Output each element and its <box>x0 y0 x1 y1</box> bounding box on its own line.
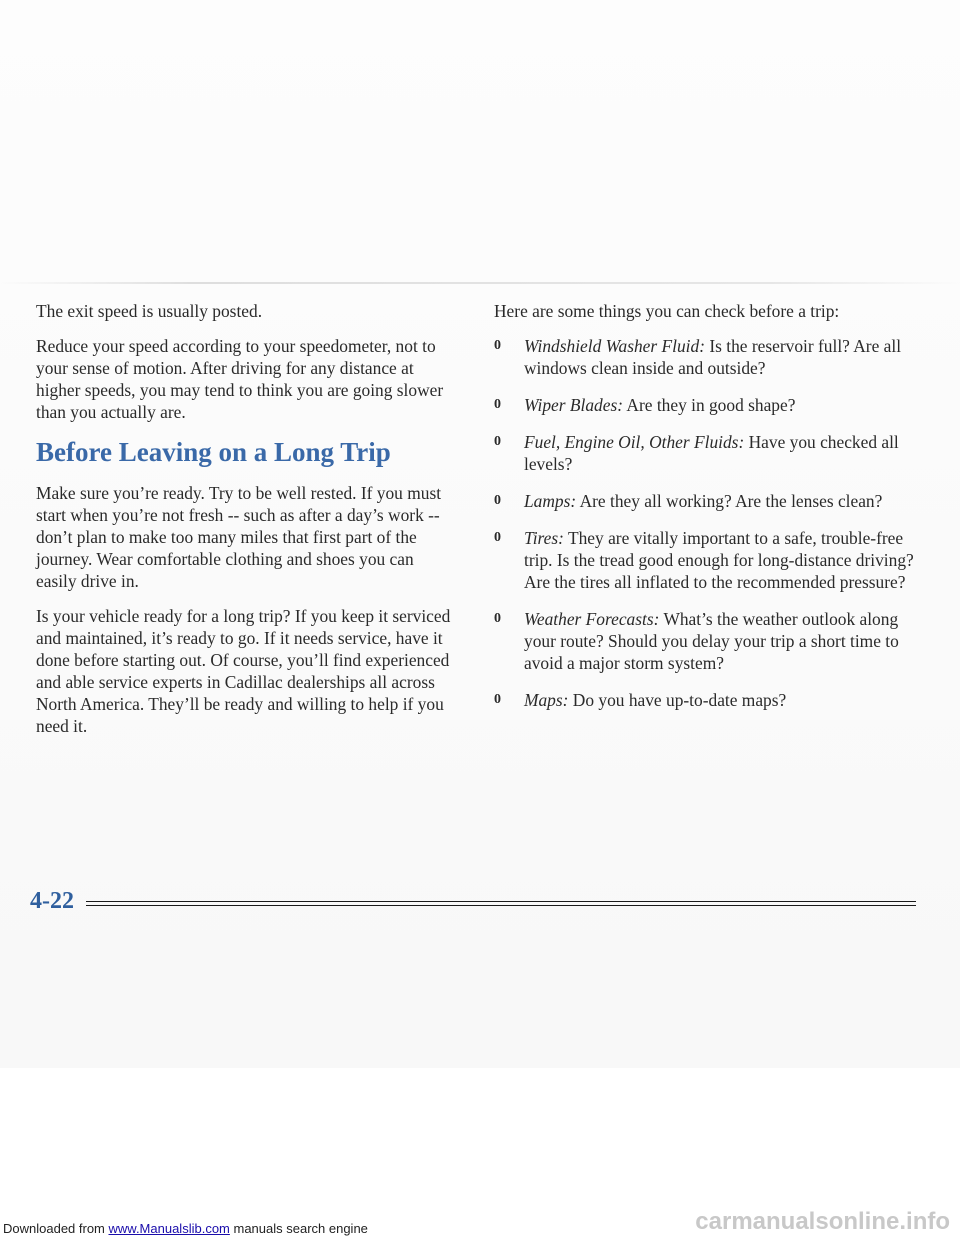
section-heading: Before Leaving on a Long Trip <box>36 437 391 467</box>
checklist-item <box>494 689 918 711</box>
item-text: Do you have up-to-date maps? <box>568 690 787 710</box>
checklist-item <box>494 608 918 674</box>
item-text: Is the reservoir full? Are all windows clean inside and outside? <box>524 336 902 378</box>
item-text: Are they in good shape? <box>623 395 796 415</box>
item-term: Tires: <box>524 528 564 548</box>
checklist-item <box>494 431 918 475</box>
footer-prefix: Downloaded from <box>3 1221 109 1236</box>
item-text: They are vitally important to a safe, trouble-free trip. Is the tread good enough for long-distance driving? Are the tires all inflated to the recommended pressure? <box>524 528 914 592</box>
bullet-icon: 0 <box>494 611 501 626</box>
bullet-icon: 0 <box>494 530 501 545</box>
footer-rule <box>86 905 916 906</box>
bullet-icon: 0 <box>494 493 501 508</box>
item-text: Are they all working? Are the lenses clean? <box>576 491 883 511</box>
page-number: 4-22 <box>30 888 74 914</box>
item-term: Lamps: <box>524 491 577 511</box>
item-term: Fuel, Engine Oil, Other Fluids: <box>524 432 745 452</box>
item-term: Windshield Washer Fluid: <box>524 336 705 356</box>
scan-edge-line <box>0 282 960 284</box>
footer-suffix: manuals search engine <box>229 1221 368 1236</box>
bullet-icon: 0 <box>494 434 501 449</box>
right-column <box>494 300 918 726</box>
checklist-item <box>494 527 918 593</box>
bullet-icon: 0 <box>494 397 501 412</box>
download-footer <box>3 1221 368 1236</box>
bullet-icon: 0 <box>494 692 501 707</box>
item-text: Have you checked all levels? <box>524 432 899 474</box>
watermark: carmanualsonline.info <box>695 1208 950 1235</box>
exit-speed-paragraph: The exit speed is usually posted. <box>36 301 263 321</box>
item-term: Maps: <box>524 690 569 710</box>
left-column <box>36 300 454 750</box>
make-sure-paragraph: Make sure you’re ready. Try to be well rested. If you must start when you’re not fresh -- such as after a day’s work -- don’t plan to make too many miles that first part of the journey. Wear comfortable clothing and shoes you can easily drive in. <box>36 483 442 591</box>
bullet-icon: 0 <box>494 338 501 353</box>
checklist-item <box>494 335 918 379</box>
checklist-intro: Here are some things you can check before a trip: <box>494 301 840 321</box>
item-term: Weather Forecasts: <box>524 609 660 629</box>
footer-rule <box>86 901 916 902</box>
manualslib-link[interactable]: www.Manualslib.com <box>108 1221 230 1236</box>
item-term: Wiper Blades: <box>524 395 624 415</box>
item-text: What’s the weather outlook along your route? Should you delay your trip a short time to avoid a major storm system? <box>524 609 899 673</box>
reduce-speed-paragraph: Reduce your speed according to your speedometer, not to your sense of motion. After driving for any distance at higher speeds, you may tend to think you are going slower than you actually are. <box>36 336 444 422</box>
vehicle-ready-paragraph: Is your vehicle ready for a long trip? If you keep it serviced and maintained, it’s ready to go. If it needs service, have it done before starting out. Of course, you’ll find experienced and able service experts in Cadillac dealerships all across North America. They’ll be ready and willing to help if you need it. <box>36 606 451 736</box>
checklist-item <box>494 394 918 416</box>
checklist-item <box>494 490 918 512</box>
trip-checklist <box>494 335 918 711</box>
